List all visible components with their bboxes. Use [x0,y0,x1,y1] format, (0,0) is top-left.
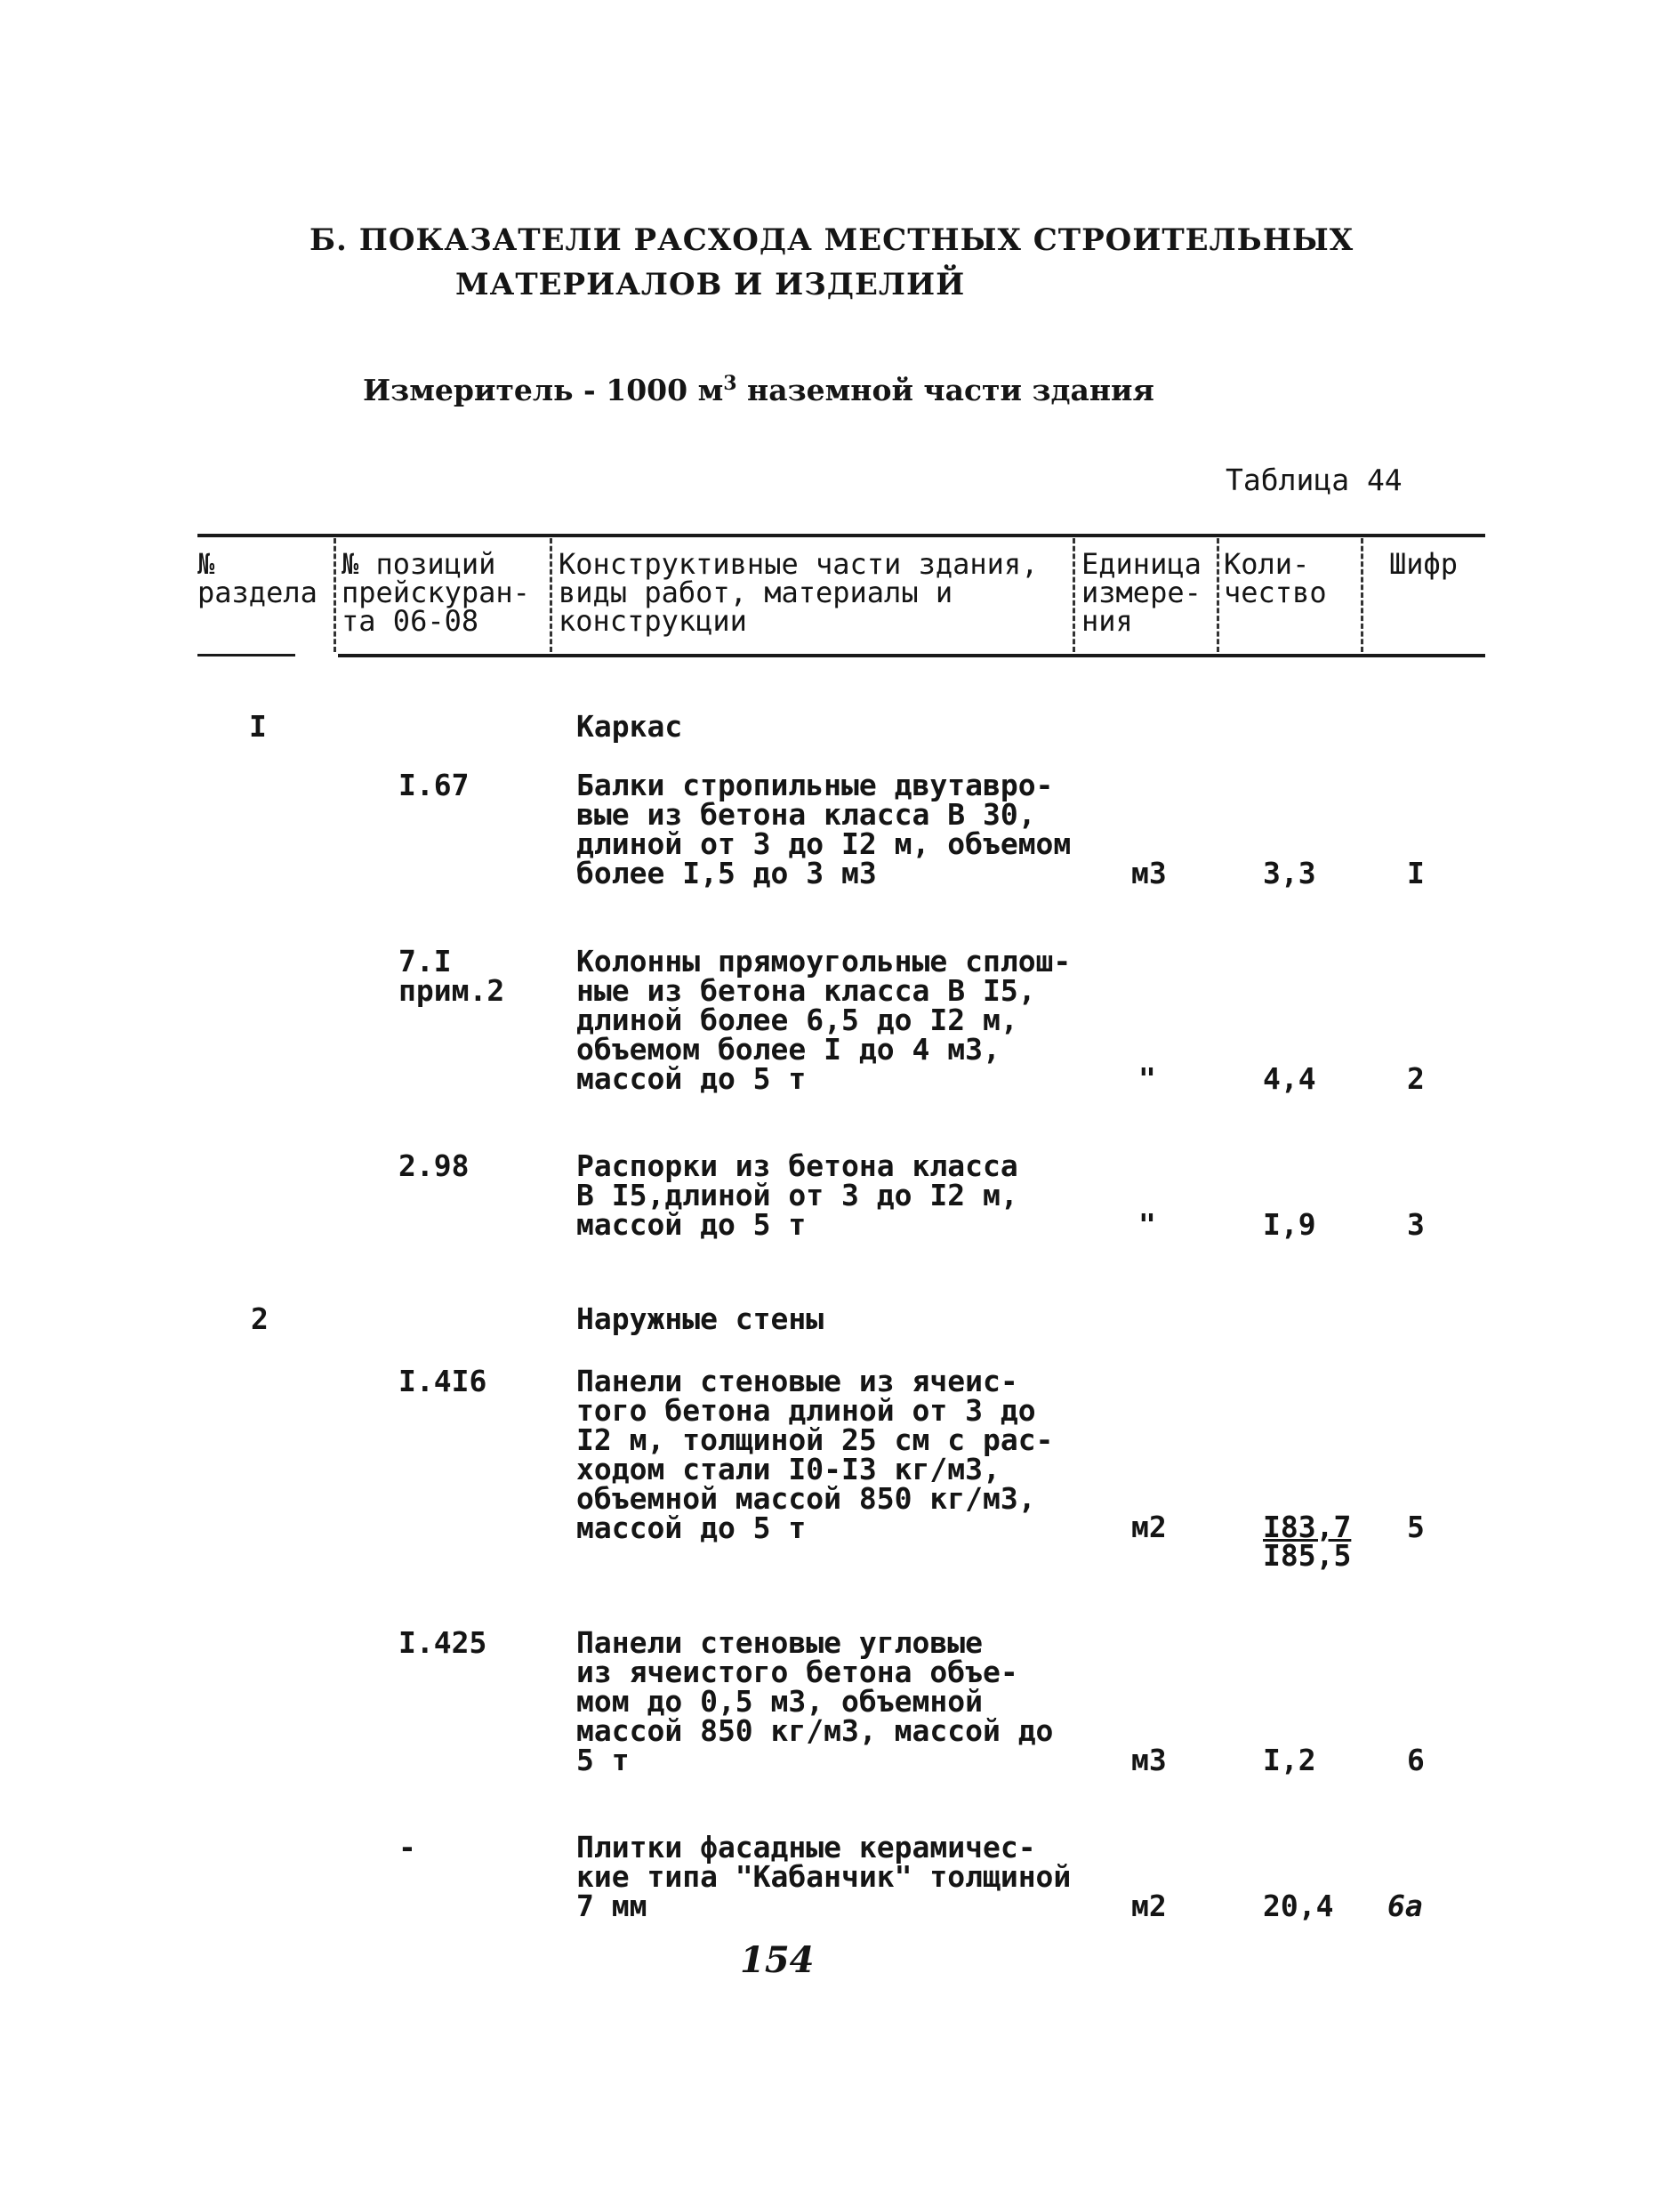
col-header-quantity: Коли- чество [1224,547,1327,609]
col-header-description: Конструктивные части здания, виды работ, материалы и конструкции [559,547,1039,638]
header-sep-2 [550,538,552,652]
row-unit: " [1138,1061,1156,1096]
row-code: I [1407,856,1425,890]
row-description: Панели стеновые угловые из ячеистого бетона объе- мом до 0,5 м3, объемной массой 850 кг/м3, массой до 5 т [576,1625,1054,1777]
row-position: I.67 [398,768,470,802]
section-number: 2 [251,1301,269,1336]
header-sep-5 [1361,538,1363,652]
row-position: 2.98 [398,1148,470,1183]
row-quantity: I,9 [1263,1207,1316,1242]
row-description: Панели стеновые из ячеис- того бетона длиной от 3 до I2 м, толщиной 25 см с рас- ходом стали I0-I3 кг/м3, объемной массой 850 кг/м3, массой до 5 т [576,1364,1054,1545]
header-bottom-rule [338,654,1485,657]
row-unit: м2 [1131,1510,1167,1544]
row-quantity: 3,3 [1263,856,1316,890]
header-sep-4 [1217,538,1219,652]
row-description: Распорки из бетона класса В I5,длиной от 3 до I2 м, массой до 5 т [576,1148,1018,1242]
col-header-section: № раздела [197,547,318,609]
row-quantity: I83,7 [1263,1510,1352,1544]
heading-line-1: Б. ПОКАЗАТЕЛИ РАСХОДА МЕСТНЫХ СТРОИТЕЛЬНЫХ [309,222,1354,258]
measure-prefix: Измеритель - 1000 м [363,373,724,407]
header-top-rule [197,534,1485,537]
row-description: Колонны прямоугольные сплош- ные из бетона класса В I5, длиной более 6,5 до I2 м, объемом более I до 4 м3, массой до 5 т [576,944,1072,1096]
measure-suffix: наземной части здания [736,373,1154,407]
row-code: 6 [1407,1743,1425,1777]
table-label: Таблица 44 [1226,463,1403,497]
row-position: - [398,1830,416,1865]
row-unit: м2 [1131,1889,1167,1923]
row-code: 3 [1407,1207,1425,1242]
section-title: Наружные стены [576,1301,824,1336]
page-number: 154 [740,1939,815,1981]
col-header-code: Шифр [1389,547,1459,581]
row-quantity: I,2 [1263,1743,1316,1777]
row-code: 6а [1387,1889,1423,1923]
header-sep-1 [334,538,336,652]
heading-line-2: МАТЕРИАЛОВ И ИЗДЕЛИЙ [455,267,966,302]
row-description: Плитки фасадные керамичес- кие типа "Кабанчик" толщиной 7 мм [576,1830,1072,1923]
col-header-position: № позиций прейскуран- та 06-08 [342,547,530,638]
row-quantity: 20,4 [1263,1889,1334,1923]
measure-sup: 3 [723,372,737,395]
row-description: Балки стропильные двутавро- вые из бетона класса В 30, длиной от 3 до I2 м, объемом более I,5 до 3 м3 [576,768,1072,890]
section-number: I [249,709,267,744]
row-quantity-alt: I85,5 [1263,1538,1352,1573]
measure-line [363,372,1154,407]
row-position: 7.I прим.2 [398,944,505,1008]
header-sep-3 [1073,538,1075,652]
section-title: Каркас [576,709,683,744]
row-unit: м3 [1131,1743,1167,1777]
row-unit: м3 [1131,856,1167,890]
row-position: I.4I6 [398,1364,487,1398]
row-quantity: 4,4 [1263,1061,1316,1096]
row-unit: " [1138,1207,1156,1242]
row-code: 2 [1407,1061,1425,1096]
col-header-unit: Единица измере- ния [1081,547,1202,638]
row-position: I.425 [398,1625,487,1660]
row-code: 5 [1407,1510,1425,1544]
header-bottom-rule-left [197,654,295,656]
